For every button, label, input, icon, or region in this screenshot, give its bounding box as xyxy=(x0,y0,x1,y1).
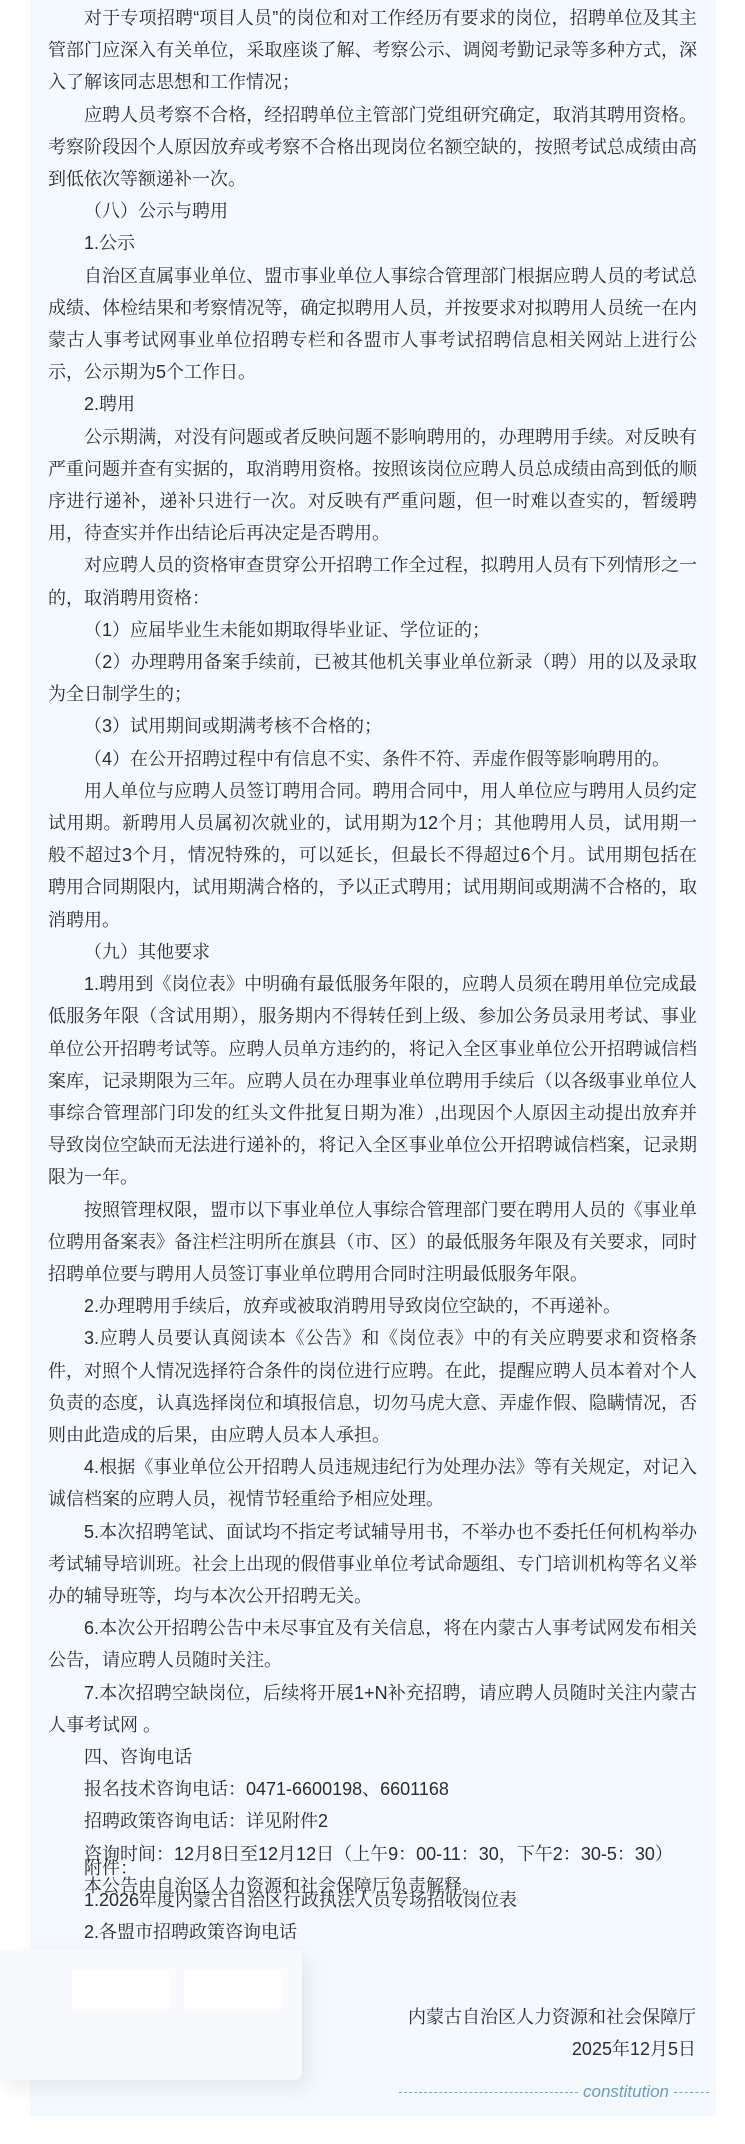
subsection-heading: 2.聘用 xyxy=(84,394,136,415)
paragraph: 自治区直属事业单位、盟市事业单位人事综合管理部门根据应聘人员的考试总成绩、体检结果和考察情况等，确定拟聘用人员，并按要求对拟聘用人员统一在内蒙古人事考试网事业单位招聘专栏和各盟市人事考试招聘信息相关网站上进行公示，公示期为5个工作日。 xyxy=(48,265,697,383)
toolbar-button[interactable] xyxy=(184,1970,281,2011)
contact-line: 招聘政策咨询电话：详见附件2 xyxy=(84,1811,329,1832)
list-item: （2）办理聘用备案手续前，已被其他机关事业单位新录（聘）用的以及录取为全日制学生的； xyxy=(48,652,697,705)
paragraph: 5.本次招聘笔试、面试均不指定考试辅导用书，不举办也不委托任何机构举办考试辅导培训班。社会上出现的假借事业单位考试命题组、专门培训机构等名义举办的辅导班等，均与本次公开招聘无关。 xyxy=(48,1521,697,1606)
signature-org: 内蒙古自治区人力资源和社会保障厅 xyxy=(408,2007,696,2027)
paragraph: 本公告由自治区人力资源和社会保障厅负责解释。 xyxy=(84,1875,480,1896)
attachments-block xyxy=(48,1852,697,1949)
list-item: （3）试用期间或期满考核不合格的； xyxy=(84,716,383,737)
paragraph: 公示期满，对没有问题或者反映问题不影响聘用的，办理聘用手续。对反映有严重问题并查有实据的，取消聘用资格。按照该岗位应聘人员总成绩由高到低的顺序进行递补，递补只进行一次。对反映有严重问题，但一时难以查实的，暂缓聘用，待查实并作出结论后再决定是否聘用。 xyxy=(48,426,697,544)
paragraph: 6.本次公开招聘公告中未尽事宜及有关信息，将在内蒙古人事考试网发布相关公告，请应聘人员随时关注。 xyxy=(48,1618,697,1671)
subsection-heading: 1.公示 xyxy=(84,233,136,254)
paragraph: 应聘人员考察不合格，经招聘单位主管部门党组研究确定，取消其聘用资格。考察阶段因个人原因放弃或考察不合格出现岗位名额空缺的，按照考试总成绩由高到低依次等额递补一次。 xyxy=(48,104,697,190)
section-heading: 四、咨询电话 xyxy=(84,1746,192,1767)
paragraph: 2.办理聘用手续后，放弃或被取消聘用导致岗位空缺的，不再递补。 xyxy=(84,1296,622,1317)
contact-line: 咨询时间：12月8日至12月12日（上午9：00-11：30，下午2：30-5：30） xyxy=(84,1843,673,1864)
footer-label: constitution xyxy=(583,2082,669,2101)
toolbar-button[interactable] xyxy=(72,1970,169,2011)
paragraph: 1.聘用到《岗位表》中明确有最低服务年限的，应聘人员须在聘用单位完成最低服务年限（含试用期），服务期内不得转任到上级、参加公务员录用考试、事业单位公开招聘考试等。应聘人员单方违约的，将记入全区事业单位公开招聘诚信档案库，记录期限为三年。应聘人员在办理事业单位聘用手续后（以各级事业单位人事综合管理部门印发的红头文件批复日期为准）,出现因个人原因主动提出放弃并导致岗位空缺而无法进行递补的，将记入全区事业单位公开招聘诚信档案，记录期限为一年。 xyxy=(48,974,697,1188)
section-heading: （九）其他要求 xyxy=(84,941,210,962)
footer-divider xyxy=(399,2077,709,2107)
divider-line xyxy=(674,2092,709,2093)
floating-toolbar xyxy=(0,1950,302,2080)
paragraph: 7.本次招聘空缺岗位，后续将开展1+N补充招聘，请应聘人员随时关注内蒙古人事考试网 。 xyxy=(48,1682,697,1735)
paragraph: 用人单位与应聘人员签订聘用合同。聘用合同中，用人单位应与聘用人员约定试用期。新聘用人员属初次就业的，试用期为12个月；其他聘用人员，试用期一般不超过3个月，情况特殊的，可以延长，但最长不得超过6个月。试用期包括在聘用合同期限内，试用期满合格的，予以正式聘用；试用期间或期满不合格的，取消聘用。 xyxy=(48,780,697,930)
attachment-link[interactable]: 1.2026年度内蒙古自治区行政执法人员专场招收岗位表 xyxy=(84,1890,518,1911)
paragraph: 对应聘人员的资格审查贯穿公开招聘工作全过程，拟聘用人员有下列情形之一的，取消聘用资格： xyxy=(48,555,697,608)
section-heading: （八）公示与聘用 xyxy=(84,201,228,222)
list-item: （4）在公开招聘过程中有信息不实、条件不符、弄虚作假等影响聘用的。 xyxy=(84,748,671,769)
paragraph: 对于专项招聘“项目人员”的岗位和对工作经历有要求的岗位，招聘单位及其主管部门应深入有关单位，采取座谈了解、考察公示、调阅考勤记录等多种方式，深入了解该同志思想和工作情况； xyxy=(48,8,697,93)
list-item: （1）应届毕业生未能如期取得毕业证、学位证的； xyxy=(84,619,491,640)
attachments-label: 附件： xyxy=(84,1858,138,1878)
contact-line: 报名技术咨询电话：0471-6600198、6601168 xyxy=(84,1779,449,1800)
attachment-link[interactable]: 2.各盟市招聘政策咨询电话 xyxy=(84,1922,298,1943)
divider-line xyxy=(399,2092,578,2093)
paragraph: 按照管理权限，盟市以下事业单位人事综合管理部门要在聘用人员的《事业单位聘用备案表》备注栏注明所在旗县（市、区）的最低服务年限及有关要求，同时招聘单位要与聘用人员签订事业单位聘用合同时注明最低服务年限。 xyxy=(48,1199,697,1284)
document-body xyxy=(48,2,697,1902)
paragraph: 3.应聘人员要认真阅读本《公告》和《岗位表》中的有关应聘要求和资格条件，对照个人情况选择符合条件的岗位进行应聘。在此，提醒应聘人员本着对个人负责的态度，认真选择岗位和填报信息，切勿马虎大意、弄虚作假、隐瞒情况，否则由此造成的后果，由应聘人员本人承担。 xyxy=(48,1328,697,1445)
signature-date: 2025年12月5日 xyxy=(571,2039,696,2059)
paragraph: 4.根据《事业单位公开招聘人员违规违纪行为处理办法》等有关规定，对记入诚信档案的应聘人员，视情节轻重给予相应处理。 xyxy=(48,1457,697,1510)
